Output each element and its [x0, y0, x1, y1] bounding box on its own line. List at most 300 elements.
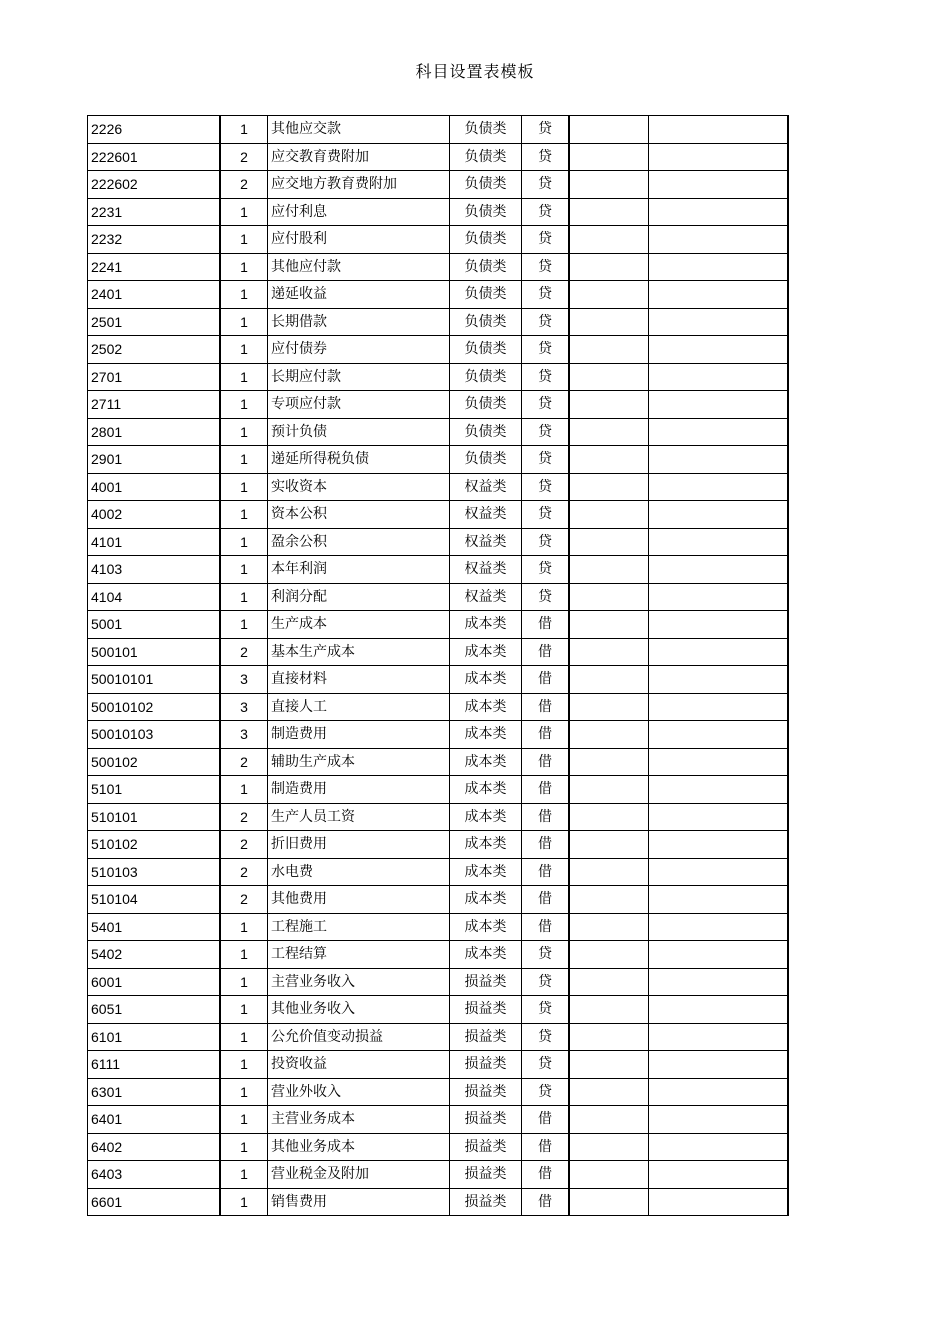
account-level-cell: 1: [220, 913, 268, 941]
blank-cell: [649, 666, 789, 694]
table-row: [88, 556, 789, 584]
balance-direction-cell: 贷: [522, 116, 570, 144]
blank-cell: [569, 721, 649, 749]
blank-cell: [649, 748, 789, 776]
account-level-cell: 1: [220, 1106, 268, 1134]
blank-cell: [649, 418, 789, 446]
balance-direction-cell: 贷: [522, 281, 570, 309]
account-code-cell: 500102: [88, 748, 221, 776]
account-name-cell: 应付债券: [268, 336, 450, 364]
account-name-cell: 其他业务收入: [268, 996, 450, 1024]
table-row: [88, 1188, 789, 1216]
account-code-cell: 5101: [88, 776, 221, 804]
blank-cell: [649, 501, 789, 529]
account-code-cell: 2501: [88, 308, 221, 336]
blank-cell: [569, 501, 649, 529]
account-level-cell: 1: [220, 1023, 268, 1051]
account-category-cell: 负债类: [450, 308, 522, 336]
table-row: [88, 831, 789, 859]
table-row: [88, 803, 789, 831]
blank-cell: [649, 473, 789, 501]
account-category-cell: 权益类: [450, 501, 522, 529]
blank-cell: [569, 473, 649, 501]
blank-cell: [649, 391, 789, 419]
balance-direction-cell: 贷: [522, 1051, 570, 1079]
account-code-cell: 2241: [88, 253, 221, 281]
account-category-cell: 负债类: [450, 391, 522, 419]
account-code-cell: 2701: [88, 363, 221, 391]
account-category-cell: 负债类: [450, 171, 522, 199]
blank-cell: [649, 941, 789, 969]
table-row: [88, 198, 789, 226]
table-row: [88, 308, 789, 336]
account-name-cell: 基本生产成本: [268, 638, 450, 666]
account-name-cell: 公允价值变动损益: [268, 1023, 450, 1051]
table-row: [88, 913, 789, 941]
account-category-cell: 成本类: [450, 748, 522, 776]
account-category-cell: 成本类: [450, 693, 522, 721]
balance-direction-cell: 借: [522, 1161, 570, 1189]
balance-direction-cell: 借: [522, 721, 570, 749]
blank-cell: [569, 556, 649, 584]
blank-cell: [569, 913, 649, 941]
account-category-cell: 成本类: [450, 858, 522, 886]
account-name-cell: 直接材料: [268, 666, 450, 694]
table-row: [88, 611, 789, 639]
blank-cell: [569, 1106, 649, 1134]
blank-cell: [649, 913, 789, 941]
account-name-cell: 应付股利: [268, 226, 450, 254]
account-code-cell: 50010101: [88, 666, 221, 694]
account-level-cell: 1: [220, 391, 268, 419]
blank-cell: [569, 1133, 649, 1161]
account-category-cell: 损益类: [450, 1188, 522, 1216]
account-category-cell: 成本类: [450, 831, 522, 859]
table-row: [88, 1051, 789, 1079]
account-category-cell: 损益类: [450, 1133, 522, 1161]
table-row: [88, 693, 789, 721]
balance-direction-cell: 贷: [522, 391, 570, 419]
account-level-cell: 1: [220, 363, 268, 391]
account-category-cell: 权益类: [450, 473, 522, 501]
account-category-cell: 负债类: [450, 418, 522, 446]
account-code-cell: 6101: [88, 1023, 221, 1051]
account-code-cell: 6403: [88, 1161, 221, 1189]
account-name-cell: 其他业务成本: [268, 1133, 450, 1161]
blank-cell: [649, 776, 789, 804]
table-row: [88, 473, 789, 501]
table-row: [88, 858, 789, 886]
account-category-cell: 负债类: [450, 143, 522, 171]
account-code-cell: 510104: [88, 886, 221, 914]
blank-cell: [569, 446, 649, 474]
table-row: [88, 996, 789, 1024]
account-category-cell: 损益类: [450, 1051, 522, 1079]
account-code-cell: 2901: [88, 446, 221, 474]
table-row: [88, 336, 789, 364]
account-name-cell: 预计负债: [268, 418, 450, 446]
account-category-cell: 负债类: [450, 363, 522, 391]
account-level-cell: 1: [220, 968, 268, 996]
account-level-cell: 1: [220, 1161, 268, 1189]
blank-cell: [649, 968, 789, 996]
balance-direction-cell: 贷: [522, 996, 570, 1024]
account-code-cell: 2232: [88, 226, 221, 254]
table-row: [88, 253, 789, 281]
account-category-cell: 成本类: [450, 941, 522, 969]
blank-cell: [569, 1161, 649, 1189]
balance-direction-cell: 贷: [522, 583, 570, 611]
account-level-cell: 2: [220, 831, 268, 859]
account-code-cell: 4002: [88, 501, 221, 529]
balance-direction-cell: 贷: [522, 336, 570, 364]
account-category-cell: 损益类: [450, 1161, 522, 1189]
blank-cell: [649, 171, 789, 199]
blank-cell: [649, 1078, 789, 1106]
account-code-cell: 500101: [88, 638, 221, 666]
blank-cell: [649, 1161, 789, 1189]
balance-direction-cell: 借: [522, 858, 570, 886]
account-code-cell: 6111: [88, 1051, 221, 1079]
account-name-cell: 制造费用: [268, 776, 450, 804]
account-level-cell: 2: [220, 143, 268, 171]
account-level-cell: 1: [220, 583, 268, 611]
account-code-cell: 4103: [88, 556, 221, 584]
account-name-cell: 营业外收入: [268, 1078, 450, 1106]
account-category-cell: 负债类: [450, 446, 522, 474]
account-code-cell: 6301: [88, 1078, 221, 1106]
table-row: [88, 226, 789, 254]
table-row: [88, 1078, 789, 1106]
balance-direction-cell: 贷: [522, 226, 570, 254]
table-row: [88, 886, 789, 914]
blank-cell: [569, 1078, 649, 1106]
blank-cell: [649, 886, 789, 914]
blank-cell: [569, 886, 649, 914]
blank-cell: [569, 803, 649, 831]
blank-cell: [569, 198, 649, 226]
balance-direction-cell: 贷: [522, 253, 570, 281]
table-row: [88, 143, 789, 171]
blank-cell: [569, 968, 649, 996]
blank-cell: [569, 776, 649, 804]
account-code-cell: 222601: [88, 143, 221, 171]
account-name-cell: 投资收益: [268, 1051, 450, 1079]
blank-cell: [649, 831, 789, 859]
page-title: 科目设置表模板: [415, 62, 535, 81]
table-row: [88, 528, 789, 556]
blank-cell: [569, 391, 649, 419]
blank-cell: [569, 638, 649, 666]
blank-cell: [569, 253, 649, 281]
blank-cell: [649, 583, 789, 611]
account-category-cell: 成本类: [450, 776, 522, 804]
balance-direction-cell: 借: [522, 776, 570, 804]
account-code-cell: 2502: [88, 336, 221, 364]
blank-cell: [649, 226, 789, 254]
table-row: [88, 1133, 789, 1161]
blank-cell: [649, 336, 789, 364]
blank-cell: [649, 1106, 789, 1134]
account-category-cell: 负债类: [450, 198, 522, 226]
account-name-cell: 应付利息: [268, 198, 450, 226]
account-name-cell: 其他应交款: [268, 116, 450, 144]
account-name-cell: 资本公积: [268, 501, 450, 529]
blank-cell: [649, 721, 789, 749]
account-name-cell: 实收资本: [268, 473, 450, 501]
account-name-cell: 辅助生产成本: [268, 748, 450, 776]
table-row: [88, 171, 789, 199]
balance-direction-cell: 贷: [522, 556, 570, 584]
account-level-cell: 2: [220, 638, 268, 666]
account-code-cell: 6402: [88, 1133, 221, 1161]
account-category-cell: 成本类: [450, 913, 522, 941]
account-category-cell: 损益类: [450, 1023, 522, 1051]
balance-direction-cell: 借: [522, 831, 570, 859]
account-name-cell: 盈余公积: [268, 528, 450, 556]
account-table: [87, 115, 789, 1216]
table-row: [88, 1161, 789, 1189]
blank-cell: [649, 693, 789, 721]
account-level-cell: 3: [220, 666, 268, 694]
blank-cell: [569, 611, 649, 639]
blank-cell: [569, 996, 649, 1024]
blank-cell: [649, 638, 789, 666]
account-code-cell: 6001: [88, 968, 221, 996]
account-category-cell: 损益类: [450, 968, 522, 996]
balance-direction-cell: 贷: [522, 143, 570, 171]
balance-direction-cell: 贷: [522, 171, 570, 199]
blank-cell: [569, 171, 649, 199]
account-name-cell: 利润分配: [268, 583, 450, 611]
account-code-cell: 2401: [88, 281, 221, 309]
blank-cell: [569, 1023, 649, 1051]
account-code-cell: 6401: [88, 1106, 221, 1134]
account-name-cell: 其他应付款: [268, 253, 450, 281]
account-code-cell: 2231: [88, 198, 221, 226]
blank-cell: [569, 418, 649, 446]
balance-direction-cell: 贷: [522, 528, 570, 556]
blank-cell: [649, 996, 789, 1024]
account-level-cell: 1: [220, 418, 268, 446]
balance-direction-cell: 借: [522, 803, 570, 831]
balance-direction-cell: 借: [522, 913, 570, 941]
balance-direction-cell: 贷: [522, 941, 570, 969]
balance-direction-cell: 贷: [522, 1023, 570, 1051]
blank-cell: [569, 1051, 649, 1079]
table-row: [88, 638, 789, 666]
account-code-cell: 2226: [88, 116, 221, 144]
balance-direction-cell: 贷: [522, 501, 570, 529]
balance-direction-cell: 借: [522, 886, 570, 914]
blank-cell: [569, 281, 649, 309]
account-level-cell: 1: [220, 336, 268, 364]
balance-direction-cell: 借: [522, 638, 570, 666]
account-category-cell: 成本类: [450, 803, 522, 831]
blank-cell: [569, 583, 649, 611]
table-row: [88, 391, 789, 419]
account-level-cell: 1: [220, 253, 268, 281]
account-code-cell: 5401: [88, 913, 221, 941]
account-level-cell: 1: [220, 996, 268, 1024]
account-code-cell: 50010103: [88, 721, 221, 749]
table-row: [88, 583, 789, 611]
account-name-cell: 工程施工: [268, 913, 450, 941]
balance-direction-cell: 借: [522, 1133, 570, 1161]
balance-direction-cell: 贷: [522, 473, 570, 501]
account-category-cell: 负债类: [450, 281, 522, 309]
balance-direction-cell: 借: [522, 1188, 570, 1216]
account-name-cell: 主营业务成本: [268, 1106, 450, 1134]
table-row: [88, 418, 789, 446]
account-level-cell: 1: [220, 776, 268, 804]
account-code-cell: 6051: [88, 996, 221, 1024]
account-table-body: [88, 116, 789, 1216]
blank-cell: [649, 253, 789, 281]
account-level-cell: 2: [220, 886, 268, 914]
account-category-cell: 成本类: [450, 886, 522, 914]
account-name-cell: 生产成本: [268, 611, 450, 639]
account-code-cell: 5402: [88, 941, 221, 969]
account-name-cell: 其他费用: [268, 886, 450, 914]
blank-cell: [649, 446, 789, 474]
account-code-cell: 50010102: [88, 693, 221, 721]
blank-cell: [569, 308, 649, 336]
account-level-cell: 1: [220, 226, 268, 254]
table-row: [88, 501, 789, 529]
blank-cell: [649, 556, 789, 584]
blank-cell: [569, 693, 649, 721]
account-name-cell: 工程结算: [268, 941, 450, 969]
account-category-cell: 负债类: [450, 253, 522, 281]
blank-cell: [649, 611, 789, 639]
balance-direction-cell: 贷: [522, 308, 570, 336]
blank-cell: [569, 528, 649, 556]
table-row: [88, 776, 789, 804]
balance-direction-cell: 借: [522, 1106, 570, 1134]
table-row: [88, 748, 789, 776]
blank-cell: [569, 116, 649, 144]
table-row: [88, 666, 789, 694]
account-name-cell: 直接人工: [268, 693, 450, 721]
account-name-cell: 递延所得税负债: [268, 446, 450, 474]
table-row: [88, 721, 789, 749]
account-category-cell: 负债类: [450, 116, 522, 144]
account-level-cell: 1: [220, 556, 268, 584]
account-category-cell: 成本类: [450, 611, 522, 639]
account-category-cell: 损益类: [450, 996, 522, 1024]
account-name-cell: 本年利润: [268, 556, 450, 584]
balance-direction-cell: 贷: [522, 446, 570, 474]
account-name-cell: 主营业务收入: [268, 968, 450, 996]
blank-cell: [569, 666, 649, 694]
blank-cell: [649, 198, 789, 226]
account-code-cell: 4104: [88, 583, 221, 611]
balance-direction-cell: 借: [522, 611, 570, 639]
account-level-cell: 2: [220, 803, 268, 831]
account-category-cell: 负债类: [450, 336, 522, 364]
blank-cell: [569, 363, 649, 391]
account-level-cell: 3: [220, 721, 268, 749]
blank-cell: [569, 336, 649, 364]
account-category-cell: 损益类: [450, 1106, 522, 1134]
balance-direction-cell: 贷: [522, 968, 570, 996]
account-category-cell: 权益类: [450, 556, 522, 584]
balance-direction-cell: 借: [522, 748, 570, 776]
account-level-cell: 1: [220, 1078, 268, 1106]
account-category-cell: 权益类: [450, 583, 522, 611]
account-code-cell: 510101: [88, 803, 221, 831]
blank-cell: [649, 116, 789, 144]
balance-direction-cell: 借: [522, 666, 570, 694]
account-code-cell: 6601: [88, 1188, 221, 1216]
account-level-cell: 1: [220, 611, 268, 639]
blank-cell: [649, 281, 789, 309]
account-level-cell: 1: [220, 308, 268, 336]
account-name-cell: 应交教育费附加: [268, 143, 450, 171]
account-level-cell: 1: [220, 528, 268, 556]
account-code-cell: 510102: [88, 831, 221, 859]
account-category-cell: 损益类: [450, 1078, 522, 1106]
blank-cell: [649, 528, 789, 556]
account-level-cell: 1: [220, 501, 268, 529]
balance-direction-cell: 贷: [522, 418, 570, 446]
account-level-cell: 1: [220, 1188, 268, 1216]
blank-cell: [649, 308, 789, 336]
account-name-cell: 制造费用: [268, 721, 450, 749]
account-level-cell: 1: [220, 116, 268, 144]
account-code-cell: 510103: [88, 858, 221, 886]
account-code-cell: 2801: [88, 418, 221, 446]
blank-cell: [649, 803, 789, 831]
account-level-cell: 3: [220, 693, 268, 721]
account-level-cell: 2: [220, 858, 268, 886]
account-code-cell: 4001: [88, 473, 221, 501]
account-code-cell: 4101: [88, 528, 221, 556]
blank-cell: [649, 858, 789, 886]
blank-cell: [569, 143, 649, 171]
table-row: [88, 446, 789, 474]
table-row: [88, 363, 789, 391]
account-name-cell: 递延收益: [268, 281, 450, 309]
account-code-cell: 2711: [88, 391, 221, 419]
balance-direction-cell: 贷: [522, 1078, 570, 1106]
table-row: [88, 281, 789, 309]
blank-cell: [569, 858, 649, 886]
account-level-cell: 2: [220, 171, 268, 199]
account-level-cell: 1: [220, 1133, 268, 1161]
blank-cell: [569, 941, 649, 969]
account-level-cell: 1: [220, 198, 268, 226]
table-row: [88, 116, 789, 144]
balance-direction-cell: 贷: [522, 198, 570, 226]
blank-cell: [569, 748, 649, 776]
blank-cell: [649, 1133, 789, 1161]
blank-cell: [649, 1188, 789, 1216]
account-name-cell: 长期应付款: [268, 363, 450, 391]
blank-cell: [569, 831, 649, 859]
account-name-cell: 水电费: [268, 858, 450, 886]
table-row: [88, 941, 789, 969]
table-row: [88, 968, 789, 996]
account-code-cell: 5001: [88, 611, 221, 639]
account-category-cell: 权益类: [450, 528, 522, 556]
account-category-cell: 成本类: [450, 721, 522, 749]
account-level-cell: 1: [220, 281, 268, 309]
account-name-cell: 销售费用: [268, 1188, 450, 1216]
account-name-cell: 长期借款: [268, 308, 450, 336]
account-level-cell: 1: [220, 446, 268, 474]
